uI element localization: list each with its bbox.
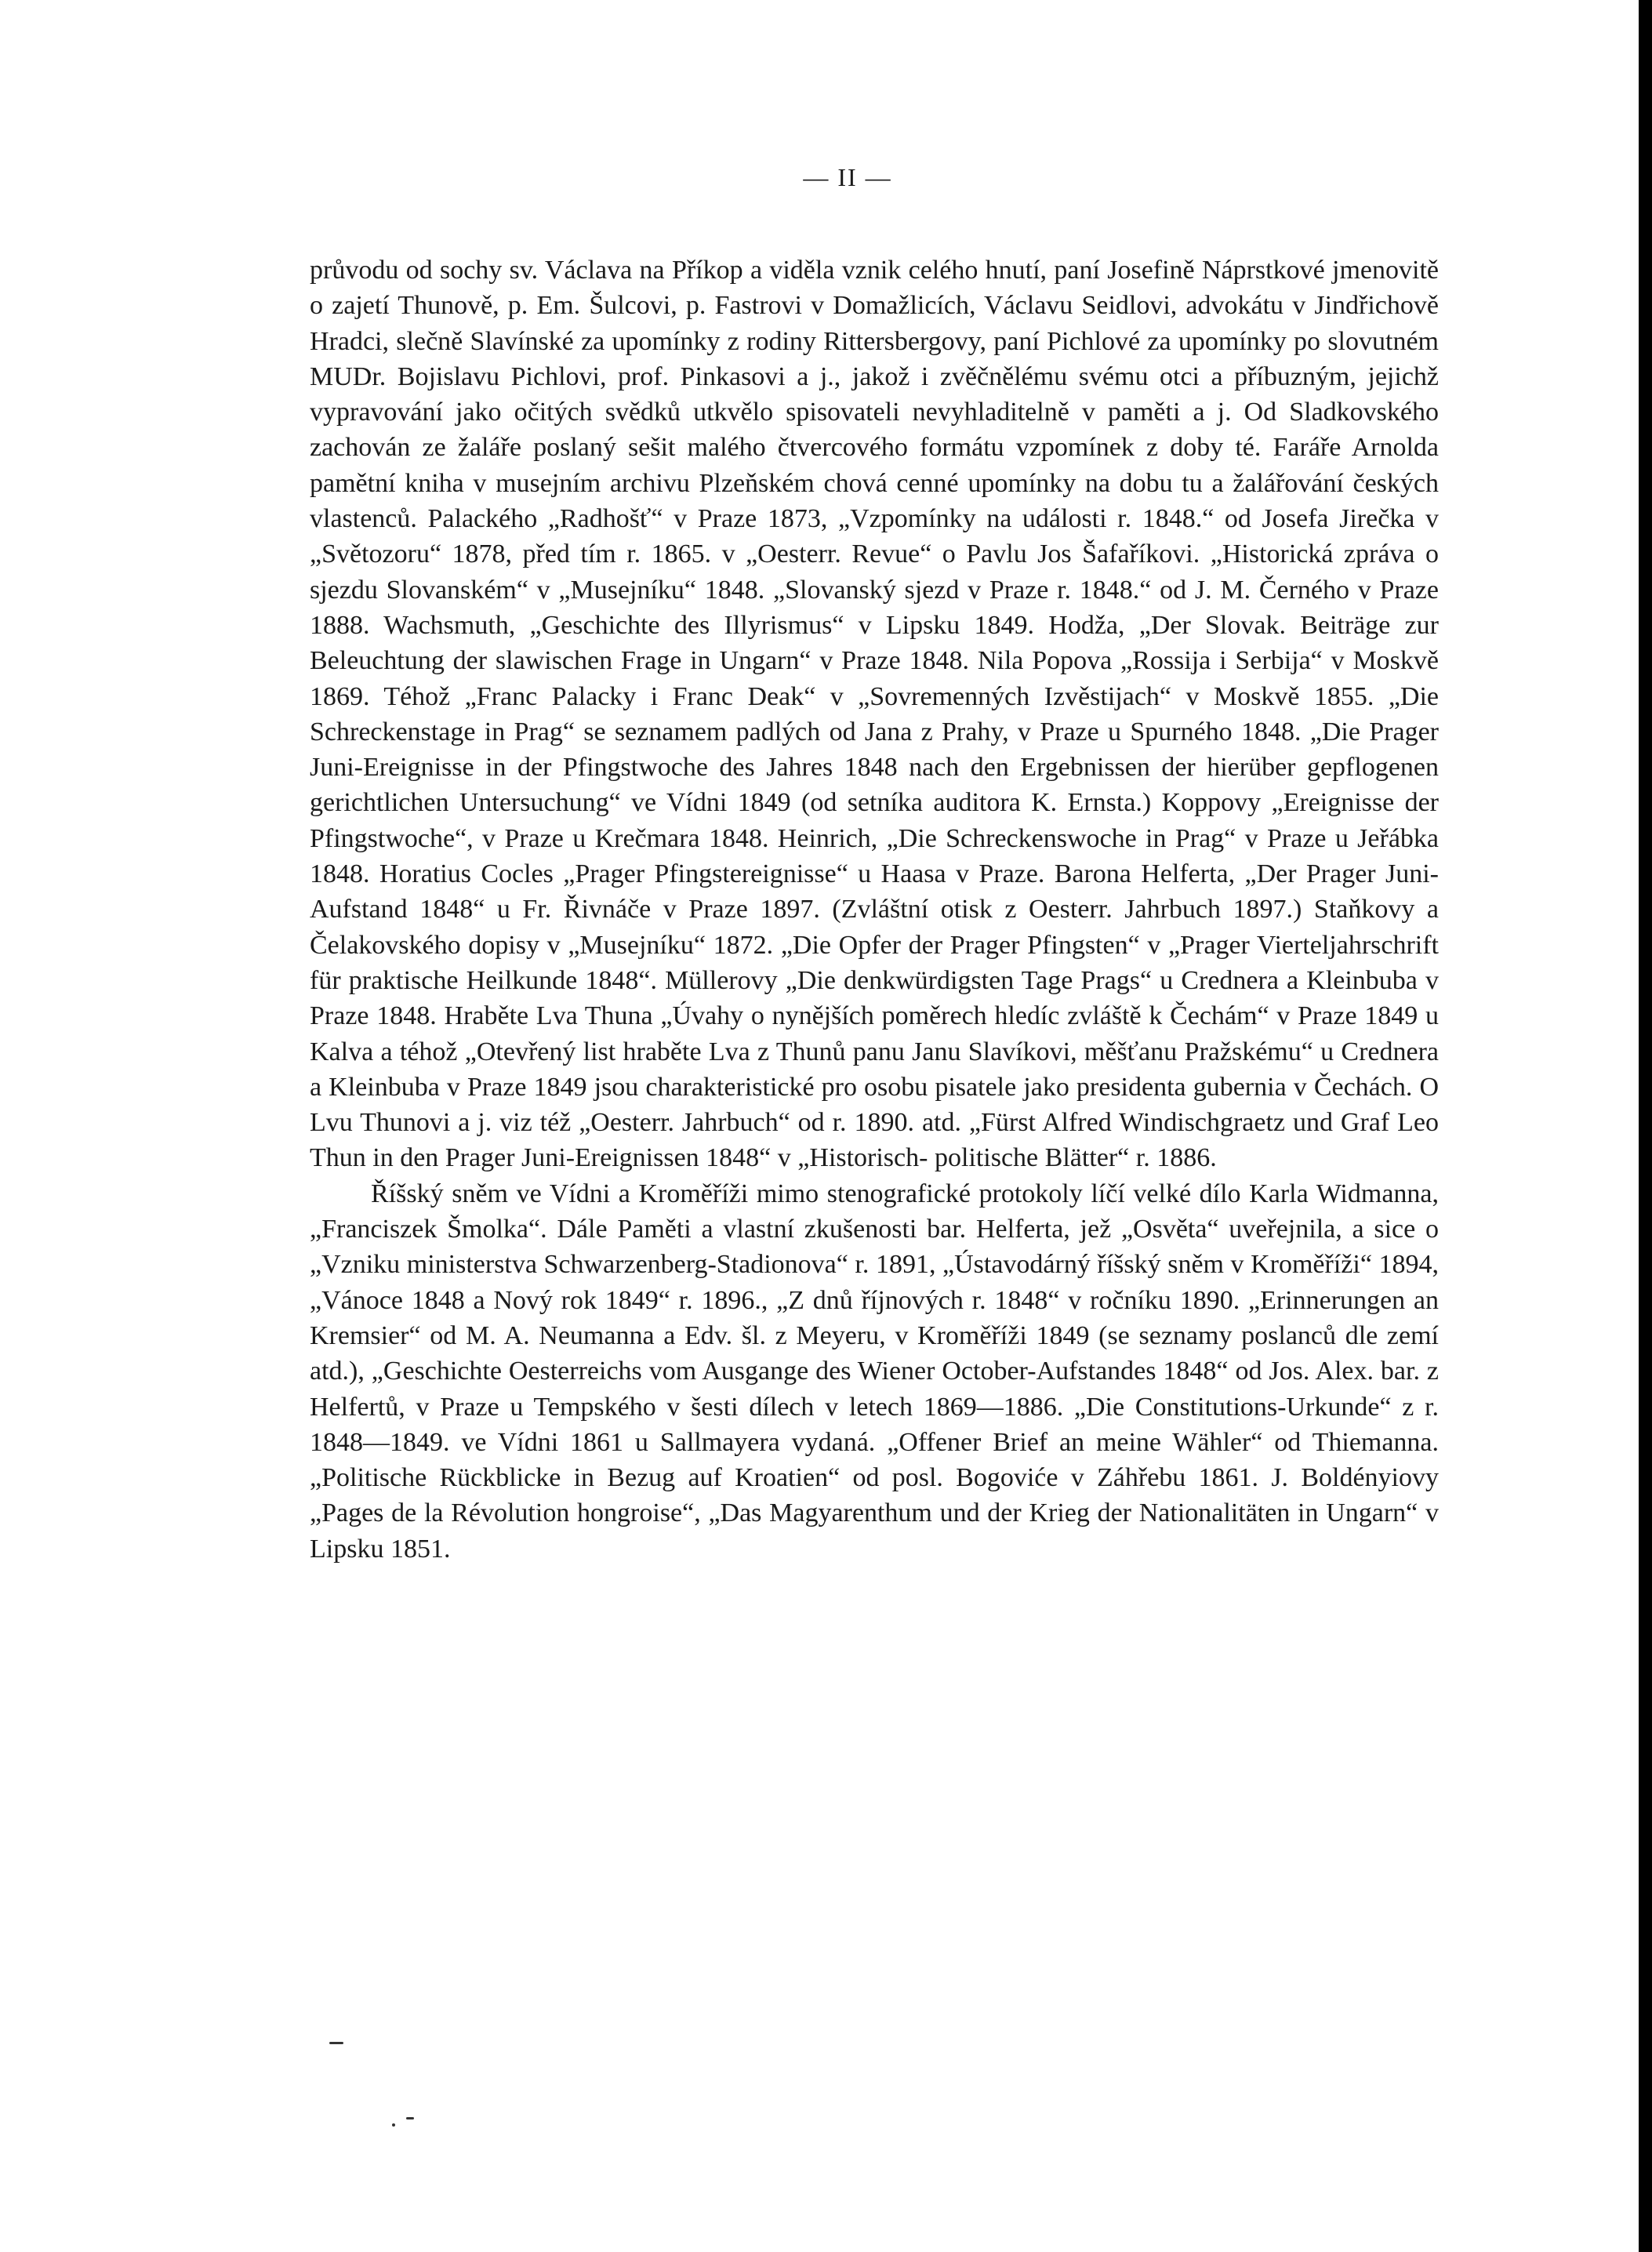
scan-speck [406,2117,414,2119]
paragraph-2: Říšský sněm ve Vídni a Kroměříži mimo stenografické protokoly líčí velké dílo Karla Widmanna, „Franciszek Šmolka“. Dále Paměti a vlastní zkušenosti bar. Helferta, jež „Osvěta“ uveřejnila, a sice o „Vzniku ministerstva Schwarzenberg-Stadionova“ r. 1891, „Ústavodárný říšský sněm v Kroměříži“ 1894, „Vánoce 1848 a Nový rok 1849“ r. 1896., „Z dnů říjnových r. 1848“ v ročníku 1890. „Erinnerungen an Kremsier“ od M. A. Neumanna a Edv. šl. z Meyeru, v Kroměříži 1849 (se seznamy poslanců dle zemí atd.), „Geschichte Oesterreichs vom Ausgange des Wiener October-Aufstandes 1848“ od Jos. Alex. bar. z Helfertů, v Praze u Tempského v šesti dílech v letech 1869—1886. „Die Constitutions-Urkunde“ z r. 1848—1849. ve Vídni 1861 u Sallmayera vydaná. „Offener Brief an meine Wähler“ od Thiemanna. „Politische Rückblicke in Bezug auf Kroatien“ od posl. Bogoviće v Záhřebu 1861. J. Boldényiovy „Pages de la Révolution hongroise“, „Das Magyarenthum und der Krieg der Nationalitäten in Ungarn“ v Lipsku 1851. [310,1179,1439,1564]
body-text [310,252,1439,1567]
scan-speck [329,2042,343,2044]
scan-border [1639,0,1652,2252]
scan-speck [392,2123,395,2127]
page-number: — II — [803,163,892,191]
paragraph-1: průvodu od sochy sv. Václava na Příkop a viděla vznik celého hnutí, paní Josefině Náprstkové jmenovitě o zajetí Thunově, p. Em. Šulcovi, p. Fastrovi v Domažlicích, Václavu Seidlovi, advokátu v Jindřichově Hradci, slečně Slavínské za upomínky z rodiny Rittersbergovy, paní Pichlové za upomínky po slovutném MUDr. Bojislavu Pichlovi, prof. Pinkasovi a j., jakož i zvěčnělému svému otci a příbuzným, jejichž vypravování jako očitých svědků utkvělo spisovateli nevyhladitelně v paměti a j. Od Sladkovského zachován ze žaláře poslaný sešit malého čtvercového formátu vzpomínek z doby té. Faráře Arnolda pamětní kniha v musejním archivu Plzeňském chová cenné upomínky na dobu tu a žalářování českých vlastenců. Palackého „Radhošť“ v Praze 1873, „Vzpomínky na události r. 1848.“ od Josefa Jirečka v „Světozoru“ 1878, před tím r. 1865. v „Oesterr. Revue“ o Pavlu Jos Šafaříkovi. „Historická zpráva o sjezdu Slovanském“ v „Musejníku“ 1848. „Slovanský sjezd v Praze r. 1848.“ od J. M. Černého v Praze 1888. Wachsmuth, „Geschichte des Illyrismus“ v Lipsku 1849. Hodža, „Der Slovak. Beiträge zur Beleuchtung der slawischen Frage in Ungarn“ v Praze 1848. Nila Popova „Rossija i Serbija“ v Moskvě 1869. Téhož „Franc Palacky i Franc Deak“ v „Sovremenných Izvěstijach“ v Moskvě 1855. „Die Schreckenstage in Prag“ se seznamem padlých od Jana z Prahy, v Praze u Spurného 1848. „Die Prager Juni-Ereignisse in der Pfingstwoche des Jahres 1848 nach den Ergebnissen der hierüber gepflogenen gerichtlichen Untersuchung“ ve Vídni 1849 (od setníka auditora K. Ernsta.) Koppovy „Ereignisse der Pfingstwoche“, v Praze u Krečmara 1848. Heinrich, „Die Schreckenswoche in Prag“ v Praze u Jeřábka 1848. Horatius Cocles „Prager Pfingstereignisse“ u Haasa v Praze. Barona Helferta, „Der Prager Juni-Aufstand 1848“ u Fr. Řivnáče v Praze 1897. (Zvláštní otisk z Oesterr. Jahrbuch 1897.) Staňkovy a Čelakovského dopisy v „Musejníku“ 1872. „Die Opfer der Prager Pfingsten“ v „Prager Vierteljahrschrift für praktische Heilkunde 1848“. Müllerovy „Die denkwürdigsten Tage Prags“ u Crednera a Kleinbuba v Praze 1848. Hraběte Lva Thuna „Úvahy o nynějších poměrech hledíc zvláště k Čechám“ v Praze 1849 u Kalva a téhož „Otevřený list hraběte Lva z Thunů panu Janu Slavíkovi, měšťanu Pražskému“ u Crednera a Kleinbuba v Praze 1849 jsou charakteristické pro osobu pisatele jako presidenta gubernia v Čechách. O Lvu Thunovi a j. viz též „Oesterr. Jahrbuch“ od r. 1890. atd. „Fürst Alfred Windischgraetz und Graf Leo Thun in den Prager Juni-Ereignissen 1848“ v „Historisch- politische Blätter“ r. 1886. [310,256,1439,1173]
